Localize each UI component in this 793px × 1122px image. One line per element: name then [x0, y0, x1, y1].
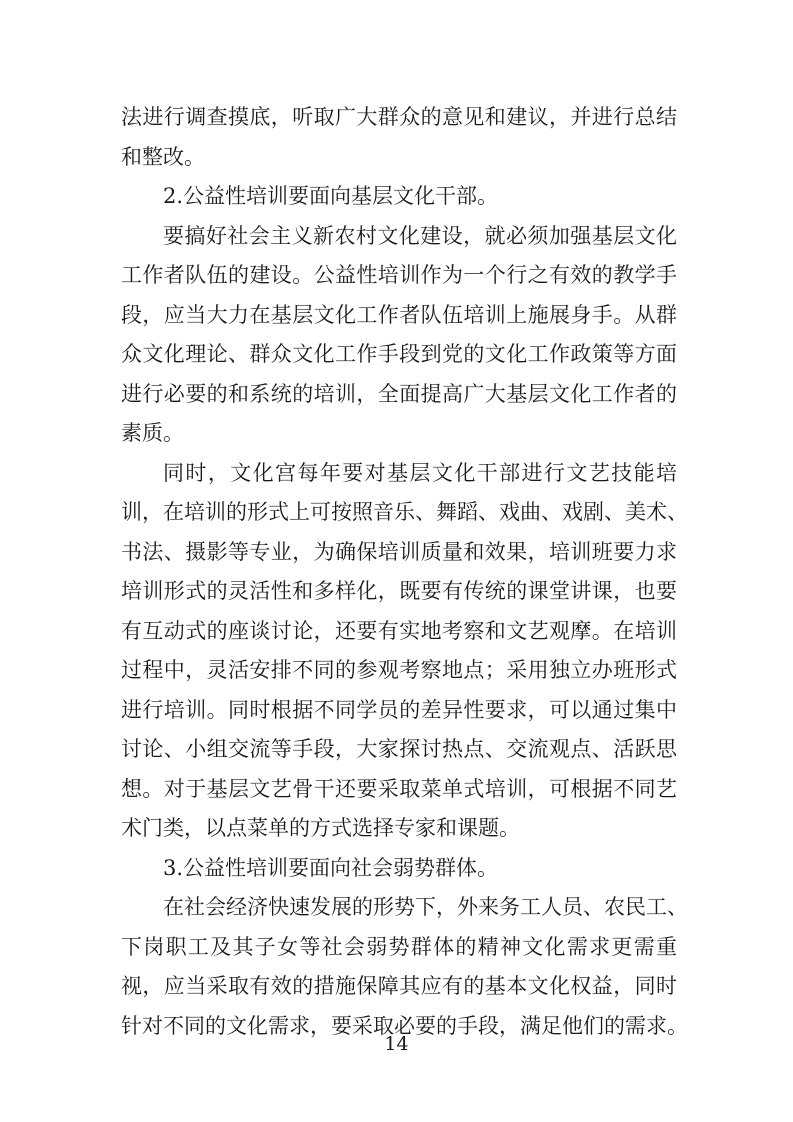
text-line-11: 训，在培训的形式上可按照音乐、舞蹈、戏曲、戏剧、美术、 [121, 500, 688, 524]
document-body [121, 98, 688, 1046]
text-line-24: 针对不同的文化需求，要采取必要的手段，满足他们的需求。 [121, 1013, 688, 1038]
text-line-2: 和整改。 [121, 144, 205, 169]
page-number: 14 [384, 1033, 409, 1055]
text-line-10: 同时，文化宫每年要对基层文化干部进行文艺技能培 [163, 460, 677, 485]
text-line-6: 段，应当大力在基层文化工作者队伍培训上施展身手。从群 [121, 302, 677, 327]
text-line-7: 众文化理论、群众文化工作手段到党的文化工作政策等方面 [121, 342, 677, 366]
text-line-15: 过程中，灵活安排不同的参观考察地点；采用独立办班形式 [121, 658, 677, 682]
text-line-14: 有互动式的座谈讨论，还要有实地考察和文艺观摩。在培训 [121, 618, 677, 643]
text-line-22: 下岗职工及其子女等社会弱势群体的精神文化需求更需重 [121, 934, 677, 959]
text-line-9: 素质。 [121, 421, 184, 445]
text-line-5: 工作者队伍的建设。公益性培训作为一个行之有效的教学手 [121, 263, 677, 287]
text-line-12: 书法、摄影等专业，为确保培训质量和效果，培训班要力求 [121, 539, 677, 564]
text-line-13: 培训形式的灵活性和多样化，既要有传统的课堂讲课，也要 [121, 579, 677, 603]
section-heading-2: 2.公益性培训要面向基层文化干部。 [163, 184, 499, 208]
text-line-8: 进行必要的和系统的培训，全面提高广大基层文化工作者的 [121, 381, 677, 406]
text-line-23: 视，应当采取有效的措施保障其应有的基本文化权益，同时 [121, 974, 677, 998]
section-heading-3: 3.公益性培训要面向社会弱势群体。 [163, 855, 499, 880]
text-line-21: 在社会经济快速发展的形势下，外来务工人员、农民工、 [163, 895, 688, 919]
text-line-4: 要搞好社会主义新农村文化建设，就必须加强基层文化 [163, 223, 677, 248]
text-line-18: 想。对于基层文艺骨干还要采取菜单式培训，可根据不同艺 [121, 776, 677, 801]
text-line-1: 法进行调查摸底，听取广大群众的意见和建议，并进行总结 [121, 105, 677, 129]
text-line-19: 术门类，以点菜单的方式选择专家和课题。 [121, 816, 520, 840]
text-line-17: 讨论、小组交流等手段，大家探讨热点、交流观点、活跃思 [121, 737, 677, 761]
text-line-16: 进行培训。同时根据不同学员的差异性要求，可以通过集中 [121, 697, 677, 722]
